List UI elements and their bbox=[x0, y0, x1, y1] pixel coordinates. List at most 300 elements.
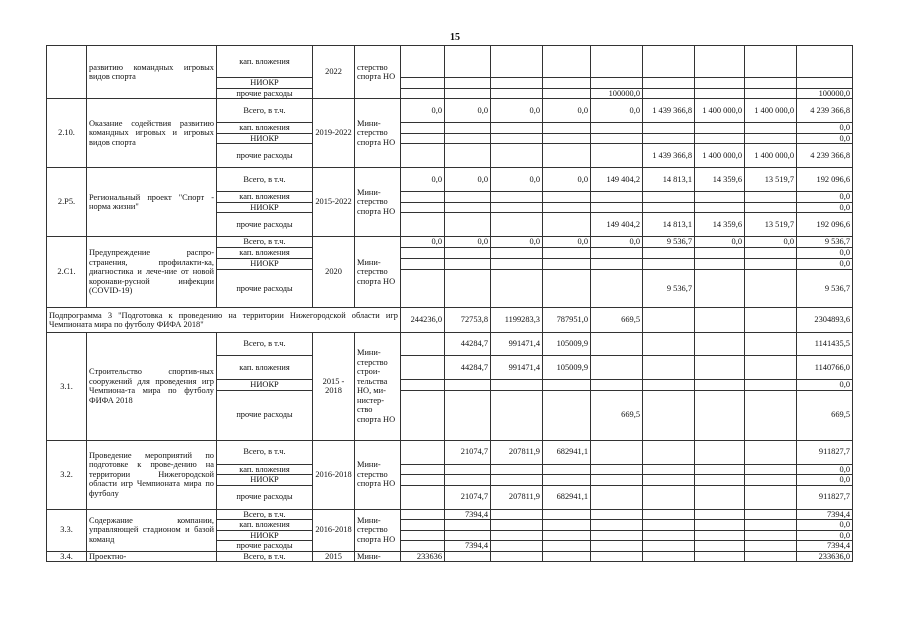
table-cell bbox=[543, 509, 591, 520]
table-cell: 991471,4 bbox=[491, 333, 543, 356]
table-cell: 233636 bbox=[401, 551, 445, 562]
table-cell: 3.1. bbox=[47, 333, 87, 441]
table-cell bbox=[543, 248, 591, 259]
table-cell bbox=[695, 88, 745, 99]
table-cell: 0,0 bbox=[695, 237, 745, 248]
table-cell bbox=[445, 259, 491, 270]
table-cell: 44284,7 bbox=[445, 356, 491, 380]
table-cell: кап. вложения bbox=[217, 464, 313, 475]
table-cell: 2022 bbox=[313, 46, 355, 99]
table-cell bbox=[591, 464, 643, 475]
table-cell: прочие расходы bbox=[217, 390, 313, 440]
table-cell bbox=[445, 88, 491, 99]
table-cell bbox=[695, 440, 745, 464]
table-cell bbox=[643, 380, 695, 391]
table-cell bbox=[695, 78, 745, 89]
table-cell bbox=[591, 192, 643, 203]
table-cell bbox=[695, 202, 745, 213]
table-cell: 0,0 bbox=[797, 202, 853, 213]
table-cell: НИОКР bbox=[217, 133, 313, 144]
table-cell: 1141435,5 bbox=[797, 333, 853, 356]
table-cell: 0,0 bbox=[445, 237, 491, 248]
table-cell: 682941,1 bbox=[543, 485, 591, 509]
table-cell: Всего, в т.ч. bbox=[217, 168, 313, 192]
table-cell: 0,0 bbox=[543, 99, 591, 123]
table-cell: НИОКР bbox=[217, 380, 313, 391]
table-cell: Оказание содействия развитию командных игровых и игровых видов спорта bbox=[87, 99, 217, 168]
table-cell bbox=[591, 551, 643, 562]
table-cell bbox=[401, 485, 445, 509]
table-row bbox=[47, 99, 853, 123]
table-cell: прочие расходы bbox=[217, 88, 313, 99]
table-cell: 2.10. bbox=[47, 99, 87, 168]
table-cell: 0,0 bbox=[797, 380, 853, 391]
table-cell bbox=[643, 530, 695, 541]
table-cell: прочие расходы bbox=[217, 270, 313, 308]
table-cell: прочие расходы bbox=[217, 213, 313, 237]
table-cell bbox=[643, 551, 695, 562]
table-cell bbox=[745, 88, 797, 99]
table-cell bbox=[445, 248, 491, 259]
table-cell: 9 536,7 bbox=[643, 237, 695, 248]
table-cell: 0,0 bbox=[543, 237, 591, 248]
table-row bbox=[47, 551, 853, 562]
table-cell: 149 404,2 bbox=[591, 213, 643, 237]
table-cell: 0,0 bbox=[797, 475, 853, 486]
table-cell bbox=[491, 213, 543, 237]
table-cell: 233636,0 bbox=[797, 551, 853, 562]
table-cell bbox=[401, 509, 445, 520]
table-cell bbox=[401, 192, 445, 203]
table-cell bbox=[401, 475, 445, 486]
table-cell: 2016-2018 bbox=[313, 440, 355, 509]
table-cell: Мини-стерство спорта НО bbox=[355, 509, 401, 551]
table-cell bbox=[591, 380, 643, 391]
table-cell bbox=[445, 133, 491, 144]
table-cell: Всего, в т.ч. bbox=[217, 99, 313, 123]
table-cell: Мини-стерство спорта НО bbox=[355, 440, 401, 509]
table-cell bbox=[543, 541, 591, 552]
table-cell bbox=[643, 440, 695, 464]
table-cell: 2.С1. bbox=[47, 237, 87, 308]
table-cell bbox=[745, 308, 797, 333]
table-cell: 0,0 bbox=[543, 168, 591, 192]
table-cell: 0,0 bbox=[797, 123, 853, 134]
table-cell bbox=[591, 333, 643, 356]
table-cell bbox=[745, 390, 797, 440]
table-cell: 9 536,7 bbox=[797, 237, 853, 248]
table-cell bbox=[445, 551, 491, 562]
table-cell bbox=[445, 464, 491, 475]
table-cell: прочие расходы bbox=[217, 541, 313, 552]
table-cell: Всего, в т.ч. bbox=[217, 551, 313, 562]
table-cell bbox=[543, 475, 591, 486]
table-cell bbox=[445, 270, 491, 308]
table-cell bbox=[643, 390, 695, 440]
table-cell: НИОКР bbox=[217, 202, 313, 213]
table-cell bbox=[401, 333, 445, 356]
table-cell bbox=[745, 551, 797, 562]
table-cell: 669,5 bbox=[591, 390, 643, 440]
table-cell: 100000,0 bbox=[591, 88, 643, 99]
table-cell bbox=[695, 509, 745, 520]
table-cell: 13 519,7 bbox=[745, 168, 797, 192]
table-cell bbox=[491, 464, 543, 475]
table-cell bbox=[745, 440, 797, 464]
table-row bbox=[47, 333, 853, 356]
table-cell bbox=[695, 485, 745, 509]
table-cell bbox=[543, 123, 591, 134]
table-cell: 3.4. bbox=[47, 551, 87, 562]
table-cell bbox=[445, 475, 491, 486]
table-cell: НИОКР bbox=[217, 530, 313, 541]
table-cell bbox=[745, 509, 797, 520]
table-cell bbox=[591, 133, 643, 144]
table-cell: 0,0 bbox=[797, 530, 853, 541]
table-cell: 207811,9 bbox=[491, 485, 543, 509]
table-cell bbox=[491, 133, 543, 144]
table-cell: кап. вложения bbox=[217, 123, 313, 134]
table-cell: 105009,9 bbox=[543, 356, 591, 380]
table-cell bbox=[543, 192, 591, 203]
table-cell bbox=[401, 356, 445, 380]
table-cell: 0,0 bbox=[591, 237, 643, 248]
table-cell: 2020 bbox=[313, 237, 355, 308]
table-cell bbox=[745, 356, 797, 380]
table-cell: 14 359,6 bbox=[695, 168, 745, 192]
table-cell bbox=[591, 46, 643, 78]
table-cell bbox=[401, 390, 445, 440]
table-cell: 14 359,6 bbox=[695, 213, 745, 237]
table-row bbox=[47, 237, 853, 248]
table-cell bbox=[643, 46, 695, 78]
table-cell: 2015 - 2018 bbox=[313, 333, 355, 441]
table-cell: 4 239 366,8 bbox=[797, 144, 853, 168]
table-cell: 911827,7 bbox=[797, 440, 853, 464]
table-cell bbox=[695, 380, 745, 391]
table-cell bbox=[401, 202, 445, 213]
table-cell: 21074,7 bbox=[445, 440, 491, 464]
table-cell bbox=[543, 78, 591, 89]
table-cell bbox=[695, 551, 745, 562]
table-cell: 72753,8 bbox=[445, 308, 491, 333]
table-row bbox=[47, 46, 853, 78]
table-cell bbox=[745, 530, 797, 541]
table-cell bbox=[401, 46, 445, 78]
table-cell bbox=[643, 133, 695, 144]
table-cell bbox=[401, 259, 445, 270]
table-cell: кап. вложения bbox=[217, 356, 313, 380]
table-cell: 1 400 000,0 bbox=[745, 99, 797, 123]
table-cell bbox=[695, 192, 745, 203]
table-cell: 2304893,6 bbox=[797, 308, 853, 333]
table-cell bbox=[491, 390, 543, 440]
table-cell: НИОКР bbox=[217, 259, 313, 270]
table-cell: 669,5 bbox=[591, 308, 643, 333]
table-cell bbox=[643, 541, 695, 552]
table-cell: 0,0 bbox=[797, 259, 853, 270]
table-cell bbox=[445, 123, 491, 134]
table-cell bbox=[491, 78, 543, 89]
table-cell bbox=[401, 88, 445, 99]
table-cell: 0,0 bbox=[401, 168, 445, 192]
table-cell bbox=[695, 356, 745, 380]
table-cell bbox=[543, 530, 591, 541]
table-cell bbox=[695, 248, 745, 259]
table-cell bbox=[491, 248, 543, 259]
table-cell: 21074,7 bbox=[445, 485, 491, 509]
table-cell: 991471,4 bbox=[491, 356, 543, 380]
table-cell: 0,0 bbox=[491, 99, 543, 123]
table-cell bbox=[543, 202, 591, 213]
table-cell: 2015-2022 bbox=[313, 168, 355, 237]
table-cell bbox=[401, 440, 445, 464]
table-cell: 669,5 bbox=[797, 390, 853, 440]
table-cell bbox=[695, 333, 745, 356]
table-cell: НИОКР bbox=[217, 78, 313, 89]
table-cell: 7394,4 bbox=[445, 541, 491, 552]
table-cell bbox=[745, 485, 797, 509]
table-cell bbox=[643, 88, 695, 99]
table-cell bbox=[591, 530, 643, 541]
table-cell: Всего, в т.ч. bbox=[217, 509, 313, 520]
table-cell bbox=[591, 520, 643, 531]
table-body bbox=[47, 46, 853, 562]
table-cell bbox=[401, 123, 445, 134]
table-cell: 0,0 bbox=[445, 99, 491, 123]
table-cell: 7394,4 bbox=[445, 509, 491, 520]
table-cell: 0,0 bbox=[591, 99, 643, 123]
table-cell bbox=[491, 144, 543, 168]
table-cell bbox=[401, 78, 445, 89]
table-cell: 13 519,7 bbox=[745, 213, 797, 237]
table-cell: Всего, в т.ч. bbox=[217, 237, 313, 248]
table-cell: Проведение мероприятий по подготовке к прове-дению на территории Нижегородской области игр Чемпионата мира по футболу bbox=[87, 440, 217, 509]
table-cell: Всего, в т.ч. bbox=[217, 440, 313, 464]
table-cell: 4 239 366,8 bbox=[797, 99, 853, 123]
table-cell bbox=[491, 123, 543, 134]
table-cell: развитию командных игровых видов спорта bbox=[87, 46, 217, 99]
budget-table bbox=[46, 45, 853, 562]
table-cell: Мини-стерство спорта НО bbox=[355, 99, 401, 168]
table-cell: 9 536,7 bbox=[643, 270, 695, 308]
table-cell bbox=[591, 440, 643, 464]
table-cell: 1140766,0 bbox=[797, 356, 853, 380]
table-cell: 0,0 bbox=[745, 237, 797, 248]
table-cell bbox=[695, 259, 745, 270]
table-cell: 7394,4 bbox=[797, 541, 853, 552]
table-row bbox=[47, 509, 853, 520]
table-cell: 2015 bbox=[313, 551, 355, 562]
table-cell: кап. вложения bbox=[217, 520, 313, 531]
table-cell: Предупреждение распро-странения, профилакти-ка, диагностика и лече-ние от новой коронави-русной инфекции (COVID-19) bbox=[87, 237, 217, 308]
table-cell bbox=[445, 520, 491, 531]
table-cell: 2019-2022 bbox=[313, 99, 355, 168]
table-cell bbox=[445, 202, 491, 213]
table-cell bbox=[491, 192, 543, 203]
table-cell bbox=[643, 464, 695, 475]
table-cell bbox=[401, 144, 445, 168]
table-cell bbox=[445, 213, 491, 237]
table-cell bbox=[745, 202, 797, 213]
table-cell bbox=[695, 390, 745, 440]
table-cell bbox=[401, 464, 445, 475]
table-cell bbox=[695, 123, 745, 134]
table-cell bbox=[491, 88, 543, 99]
table-cell bbox=[591, 356, 643, 380]
table-cell: 244236,0 bbox=[401, 308, 445, 333]
table-cell bbox=[745, 475, 797, 486]
table-cell bbox=[745, 464, 797, 475]
table-cell: кап. вложения bbox=[217, 248, 313, 259]
table-cell: 1 439 366,8 bbox=[643, 144, 695, 168]
table-cell bbox=[643, 248, 695, 259]
table-row bbox=[47, 308, 853, 333]
table-cell: 2.Р5. bbox=[47, 168, 87, 237]
table-cell bbox=[491, 520, 543, 531]
table-cell bbox=[797, 46, 853, 78]
table-cell: Строительство спортив-ных сооружений для проведения игр Чемпиона-та мира по футболу ФИФА 2018 bbox=[87, 333, 217, 441]
table-cell: Мини-стерство спорта НО bbox=[355, 237, 401, 308]
table-cell bbox=[491, 259, 543, 270]
table-cell: 0,0 bbox=[491, 237, 543, 248]
table-cell bbox=[591, 78, 643, 89]
table-cell bbox=[591, 270, 643, 308]
table-cell bbox=[745, 133, 797, 144]
table-cell: 1 400 000,0 bbox=[695, 99, 745, 123]
table-cell: 1 439 366,8 bbox=[643, 99, 695, 123]
table-cell: 0,0 bbox=[401, 99, 445, 123]
table-cell bbox=[745, 333, 797, 356]
table-cell: Мини-стерство строи-тельства НО, ми-нистер-ство спорта НО bbox=[355, 333, 401, 441]
table-cell: 3.3. bbox=[47, 509, 87, 551]
table-cell bbox=[695, 308, 745, 333]
table-cell: Подпрограмма 3 "Подготовка к проведению на территории Нижегородской области игр Чемпионата мира по футболу ФИФА 2018" bbox=[47, 308, 401, 333]
table-cell: 105009,9 bbox=[543, 333, 591, 356]
table-cell: 2016-2018 bbox=[313, 509, 355, 551]
table-cell bbox=[643, 509, 695, 520]
table-cell: НИОКР bbox=[217, 475, 313, 486]
table-cell: 0,0 bbox=[401, 237, 445, 248]
table-cell bbox=[491, 270, 543, 308]
table-cell: стерство спорта НО bbox=[355, 46, 401, 99]
table-cell bbox=[591, 248, 643, 259]
table-cell: 0,0 bbox=[797, 464, 853, 475]
table-cell bbox=[745, 248, 797, 259]
table-cell: Всего, в т.ч. bbox=[217, 333, 313, 356]
table-cell: 0,0 bbox=[797, 133, 853, 144]
table-cell: прочие расходы bbox=[217, 144, 313, 168]
table-cell: Проектно- bbox=[87, 551, 217, 562]
table-cell: Региональный проект "Спорт - норма жизни" bbox=[87, 168, 217, 237]
table-cell bbox=[543, 46, 591, 78]
table-cell bbox=[543, 133, 591, 144]
table-cell bbox=[643, 192, 695, 203]
table-cell bbox=[643, 123, 695, 134]
table-cell bbox=[591, 485, 643, 509]
table-cell bbox=[543, 380, 591, 391]
table-cell bbox=[401, 530, 445, 541]
table-cell bbox=[643, 520, 695, 531]
table-cell: 911827,7 bbox=[797, 485, 853, 509]
table-cell bbox=[643, 333, 695, 356]
table-cell bbox=[491, 475, 543, 486]
table-cell: 1199283,3 bbox=[491, 308, 543, 333]
table-row bbox=[47, 168, 853, 192]
table-cell bbox=[47, 46, 87, 99]
table-cell bbox=[745, 541, 797, 552]
table-cell bbox=[745, 192, 797, 203]
table-cell: 14 813,1 bbox=[643, 213, 695, 237]
table-cell: 0,0 bbox=[445, 168, 491, 192]
table-cell bbox=[401, 133, 445, 144]
table-cell: 207811,9 bbox=[491, 440, 543, 464]
table-cell bbox=[745, 123, 797, 134]
page-number: 15 bbox=[450, 32, 460, 43]
table-cell bbox=[591, 123, 643, 134]
table-cell bbox=[445, 192, 491, 203]
table-cell: кап. вложения bbox=[217, 46, 313, 78]
table-cell bbox=[445, 390, 491, 440]
table-cell bbox=[643, 485, 695, 509]
table-cell bbox=[591, 202, 643, 213]
table-cell bbox=[401, 541, 445, 552]
table-cell bbox=[695, 464, 745, 475]
table-cell bbox=[745, 520, 797, 531]
table-cell bbox=[401, 520, 445, 531]
table-cell bbox=[797, 78, 853, 89]
table-cell: 149 404,2 bbox=[591, 168, 643, 192]
table-cell bbox=[491, 530, 543, 541]
table-cell: 0,0 bbox=[491, 168, 543, 192]
table-cell bbox=[543, 390, 591, 440]
table-cell bbox=[445, 78, 491, 89]
table-cell: 0,0 bbox=[797, 248, 853, 259]
table-cell: Мини-стерство спорта НО bbox=[355, 168, 401, 237]
table-cell: 7394,4 bbox=[797, 509, 853, 520]
table-cell bbox=[491, 509, 543, 520]
table-cell bbox=[491, 551, 543, 562]
table-cell bbox=[591, 541, 643, 552]
table-cell bbox=[745, 259, 797, 270]
table-cell bbox=[543, 88, 591, 99]
table-cell bbox=[643, 356, 695, 380]
table-cell: 192 096,6 bbox=[797, 168, 853, 192]
table-cell bbox=[695, 133, 745, 144]
table-row bbox=[47, 440, 853, 464]
table-cell: 3.2. bbox=[47, 440, 87, 509]
table-cell: прочие расходы bbox=[217, 485, 313, 509]
table-cell: 14 813,1 bbox=[643, 168, 695, 192]
table-cell bbox=[401, 213, 445, 237]
table-cell bbox=[591, 509, 643, 520]
table-cell bbox=[401, 380, 445, 391]
table-cell bbox=[445, 380, 491, 391]
table-cell bbox=[643, 259, 695, 270]
table-cell bbox=[643, 202, 695, 213]
table-cell bbox=[745, 380, 797, 391]
table-cell: Мини- bbox=[355, 551, 401, 562]
table-cell bbox=[445, 530, 491, 541]
table-cell bbox=[643, 475, 695, 486]
table-cell bbox=[643, 78, 695, 89]
table-cell bbox=[491, 202, 543, 213]
table-cell: 0,0 bbox=[797, 192, 853, 203]
table-cell bbox=[543, 520, 591, 531]
table-cell bbox=[745, 46, 797, 78]
table-cell bbox=[695, 270, 745, 308]
table-cell bbox=[543, 144, 591, 168]
